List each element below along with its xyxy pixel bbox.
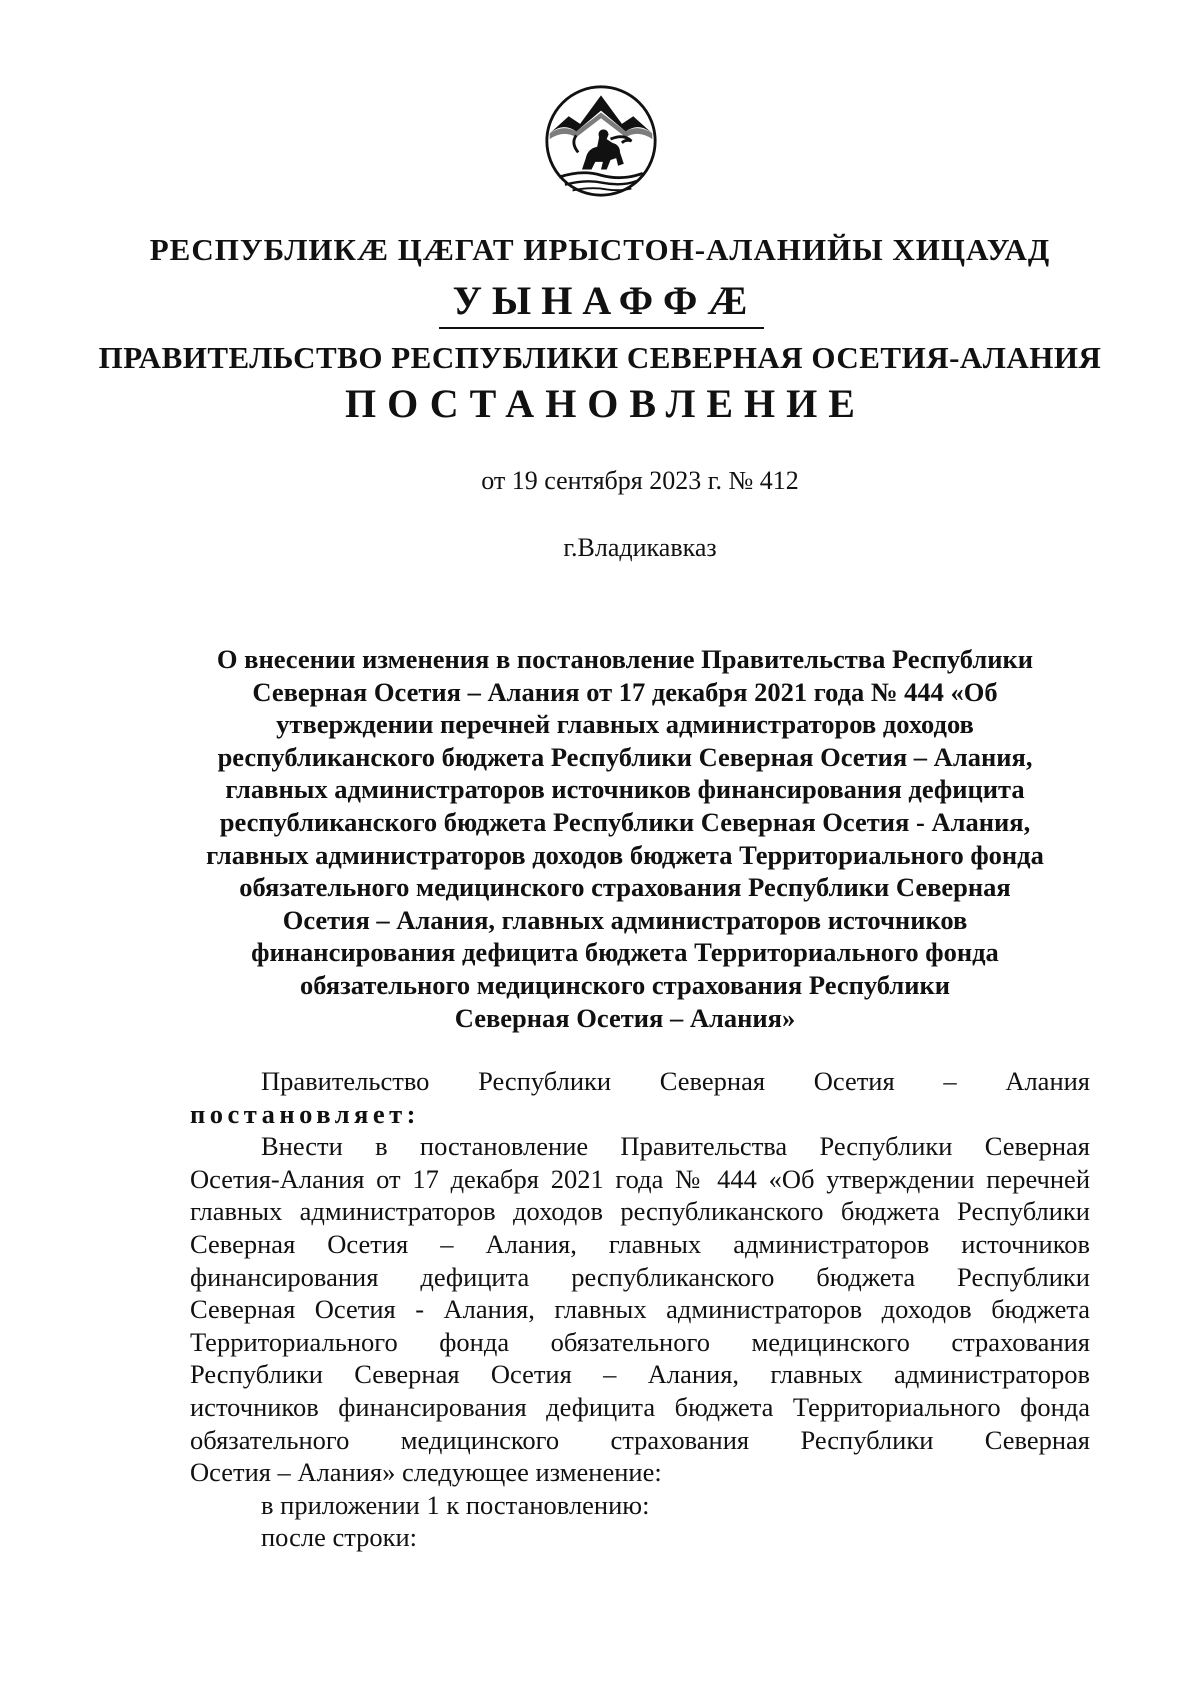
preamble-line: Правительство Республики Северная Осетия – Алания bbox=[261, 1066, 1090, 1096]
paragraph-line: Внести в постановление Правительства Республики Северная bbox=[261, 1131, 1090, 1162]
paragraph-line: Территориального фонда обязательного медицинского страхования bbox=[190, 1326, 1090, 1357]
paragraph-line: Северная Осетия - Алания, главных администраторов доходов бюджета bbox=[190, 1294, 1090, 1325]
paragraph-line: источников финансирования дефицита бюджета Территориального фонда bbox=[190, 1391, 1090, 1422]
paragraph-line: финансирования дефицита республиканского бюджета Республики bbox=[190, 1261, 1090, 1292]
document-date-number: от 19 сентября 2023 г. № 412 bbox=[481, 466, 799, 495]
paragraph-last-line: Осетия – Алания» следующее изменение: bbox=[190, 1457, 662, 1488]
paragraph-line: Северная Осетия – Алания, главных администраторов источников bbox=[190, 1228, 1090, 1259]
paragraph-line: Республики Северная Осетия – Алания, главных администраторов bbox=[190, 1359, 1090, 1390]
title-line: обязательного медицинского страхования Республики bbox=[299, 969, 951, 1000]
ossetian-government-heading: РЕСПУБЛИКӔ ЦӔГАТ ИРЫСТОН-АЛАНИЙЫ ХИЦАУАД bbox=[149, 232, 1051, 267]
paragraph-line: Осетия-Алания от 17 декабря 2021 года № 444 «Об утверждении перечней bbox=[190, 1163, 1090, 1194]
document-city: г.Владикавказ bbox=[563, 533, 717, 562]
title-line: финансирования дефицита бюджета Территориального фонда bbox=[251, 937, 999, 968]
resolution-body bbox=[190, 1065, 1090, 1554]
title-line: главных администраторов источников финансирования дефицита bbox=[225, 774, 1025, 805]
title-line: республиканского бюджета Республики Северная Осетия - Алания, bbox=[219, 806, 1031, 837]
resolution-title bbox=[150, 643, 1100, 1034]
title-line: О внесении изменения в постановление Правительства Республики bbox=[216, 644, 1034, 674]
paragraph-line: обязательного медицинского страхования Республики Северная bbox=[190, 1424, 1090, 1455]
ossetian-document-type: УЫНАФФӔ bbox=[452, 278, 758, 323]
paragraph-line: главных администраторов доходов республиканского бюджета Республики bbox=[190, 1196, 1090, 1227]
title-line: главных администраторов доходов бюджета Территориального фонда bbox=[206, 839, 1044, 870]
title-line: республиканского бюджета Республики Северная Осетия – Алания, bbox=[217, 741, 1033, 772]
appendix-line: в приложении 1 к постановлению: bbox=[261, 1489, 650, 1520]
title-line: Северная Осетия – Алания» bbox=[454, 1002, 796, 1033]
russian-government-heading: ПРАВИТЕЛЬСТВО РЕСПУБЛИКИ СЕВЕРНАЯ ОСЕТИЯ-АЛАНИЯ bbox=[98, 340, 1102, 375]
header-divider bbox=[439, 327, 764, 329]
decides-keyword: постановляет: bbox=[190, 1098, 420, 1129]
coat-of-arms-emblem bbox=[544, 84, 658, 198]
title-line: Осетия – Алания, главных администраторов источников bbox=[282, 904, 968, 935]
title-line: обязательного медицинского страхования Республики Северная bbox=[239, 872, 1011, 903]
title-line: утверждении перечней главных администраторов доходов bbox=[276, 709, 974, 740]
title-line: Северная Осетия – Алания от 17 декабря 2021 года № 444 «Об bbox=[252, 676, 998, 707]
russian-document-type: ПОСТАНОВЛЕНИЕ bbox=[345, 381, 866, 426]
after-row-line: после строки: bbox=[261, 1522, 418, 1553]
